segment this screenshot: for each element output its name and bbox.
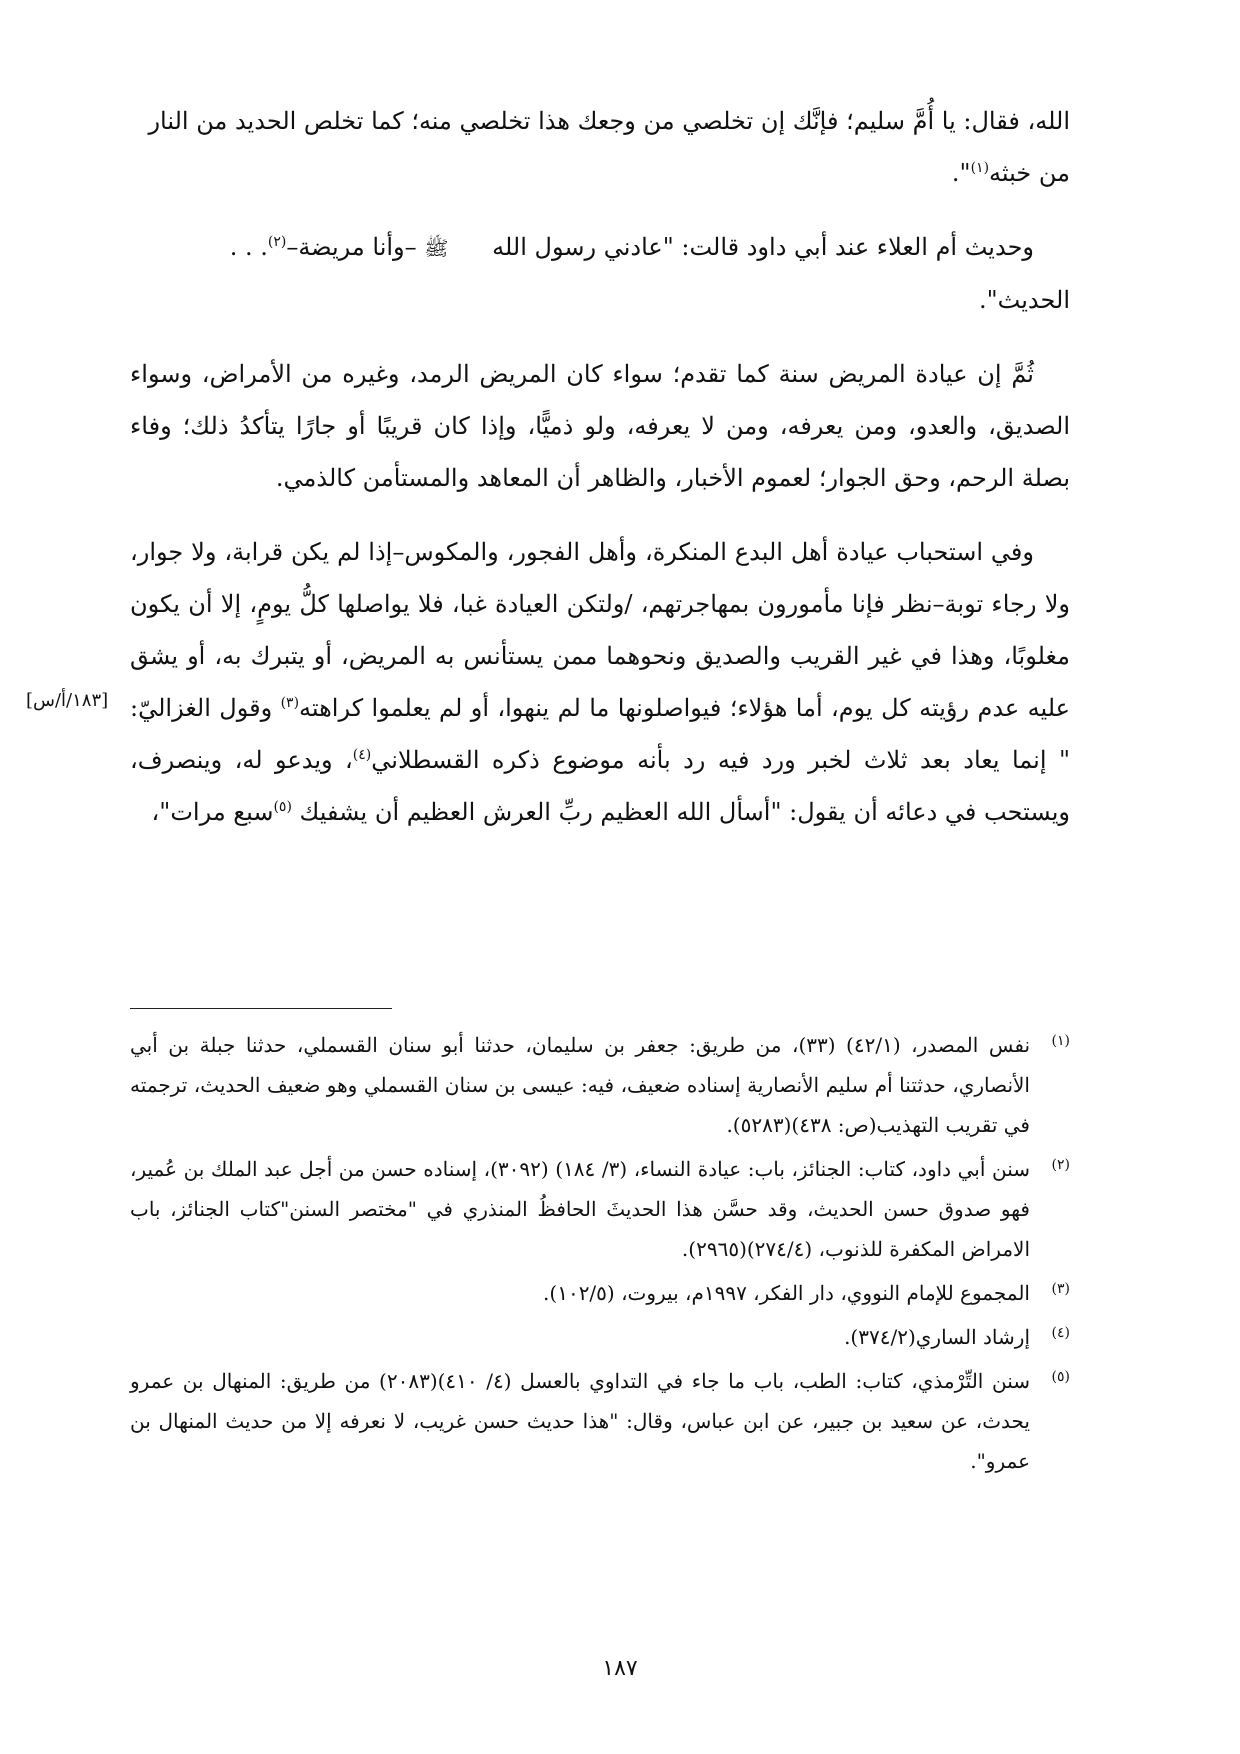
footnote-1: [130, 1025, 1070, 1145]
page-number: ١٨٧: [602, 1656, 638, 1681]
footnote-4: [130, 1317, 1070, 1357]
footnote-number: (٥): [1051, 1369, 1070, 1385]
footnote-3: [130, 1273, 1070, 1313]
footnote-number: (٣): [1051, 1281, 1070, 1297]
paragraph-2-text-c: . . .: [229, 233, 268, 261]
footnote-text: سنن أبي داود، كتاب: الجنائز، باب: عيادة النساء، (٣/ ١٨٤) (٣٠٩٢)، إسناده حسن من أجل عبد الملك بن عُمير، فهو صدوق حسن الحديث، وقد حسَّن هذا الحديثَ الحافظُ المنذري في "مختصر السنن"كتاب الجنائز، باب الامراض المكفرة للذنوب، (٢٧٤/٤)(٢٩٦٥).: [130, 1157, 1030, 1261]
footnote-5: [130, 1361, 1070, 1481]
footnotes: [130, 1025, 1070, 1485]
main-text: [130, 95, 1070, 860]
footnote-ref-5[interactable]: (٥): [273, 799, 292, 815]
footnote-ref-4[interactable]: (٤): [352, 747, 372, 763]
footnote-text: نفس المصدر، (٤٢/١) (٣٣)، من طريق: جعفر بن سليمان، حدثنا أبو سنان القسملي، حدثنا جبلة بن أبي الأنصاري، حدثتنا أم سليم الأنصارية إسناده ضعيف، فيه: عيسى بن سنان القسملي وهو ضعيف الحديث، ترجمته في تقريب التهذيب(ص: ٤٣٨)(٥٢٨٣).: [130, 1033, 1031, 1137]
paragraph-1: [130, 95, 1070, 199]
salla-allahu-alayhi-icon: ﷺ: [424, 236, 449, 260]
paragraph-4-text-a: وفي استحباب عيادة أهل البدع المنكرة، وأهل الفجور، والمكوس–إذا لم يكن قرابة، ولا جوار، ولا رجاء توبة–نظر فإنا مأمورون بمهاجرتهم، /ولتكن العيادة غبا، فلا يواصلها كلُّ يومٍ، إلا أن يكون مغلوبًا، وهذا في غير القريب والصديق ونحوهما ممن يستأنس به المريض، أو يتبرك به، أو يشق عليه عدم رؤيته كل يوم، أما هؤلاء؛ فيواصلونها ما لم ينهوا، أو لم يعلموا كراهته: [130, 538, 1070, 722]
footnote-ref-3[interactable]: (٣): [280, 695, 300, 711]
footnote-number: (٤): [1051, 1325, 1070, 1341]
paragraph-4-text-d: سبع مرات"،: [151, 798, 274, 826]
paragraph-2-line-2: الحديث".: [979, 286, 1070, 314]
footnote-text: سنن التِّرْمذي، كتاب: الطب، باب ما جاء في التداوي بالعسل (٤/ ٤١٠)(٢٠٨٣) من طريق: المنهال بن عمرو يحدث، عن سعيد بن جبير، عن ابن عباس، وقال: "هذا حديث حسن غريب، لا نعرفه إلا من حديث المنهال بن عمرو".: [130, 1369, 1030, 1473]
footnote-separator: [130, 1008, 392, 1009]
paragraph-1-line-2: من خبثه: [989, 159, 1070, 187]
paragraph-2-text-a: وحديث أم العلاء عند أبي داود قالت: "عادني رسول الله: [492, 233, 1034, 261]
paragraph-1-line-2-end: ".: [951, 159, 971, 187]
paragraph-2: [130, 221, 1070, 326]
footnote-text: إرشاد الساري(٣٧٤/٢).: [844, 1325, 1030, 1349]
paragraph-2-text-b: –وأنا مريضة–: [286, 233, 417, 261]
footnote-2: [130, 1149, 1070, 1269]
paragraph-3: ثُمَّ إن عيادة المريض سنة كما تقدم؛ سواء كان المريض الرمد، وغيره من الأمراض، وسواء الصديق، والعدو، ومن يعرفه، ومن لا يعرفه، ولو ذميًّا، وإذا كان قريبًا أو جارًا يتأكدُ ذلك؛ وفاء بصلة الرحم، وحق الجوار؛ لعموم الأخبار، والظاهر أن المعاهد والمستأمن كالذمي.: [130, 360, 1070, 492]
footnote-number: (٢): [1051, 1157, 1070, 1173]
manuscript-folio-ref: [١٨٣/أ/س]: [26, 690, 109, 711]
footnote-ref-2[interactable]: (٢): [267, 234, 287, 250]
footnote-number: (١): [1051, 1033, 1070, 1049]
footnote-ref-1[interactable]: (١): [970, 160, 990, 176]
paragraph-4: [130, 526, 1070, 838]
paragraph-4-text-c: ، ويدعو له، وينصرف، ويستحب في دعائه أن يقول: "أسأل الله العظيم ربِّ العرش العظيم أن يشفيك: [130, 746, 1070, 826]
paragraph-1-line-1: الله، فقال: يا أُمَّ سليم؛ فإنَّك إن تخلصي من وجعك هذا تخلصي منه؛ كما تخلص الحديد من النار: [148, 107, 1070, 135]
footnote-text: المجموع للإمام النووي، دار الفكر، ١٩٩٧م، بيروت، (١٠٢/٥).: [543, 1281, 1030, 1305]
paragraph-4-text-b: وقول الغزاليّ: " إنما يعاد بعد ثلاث لخبر ورد فيه رد بأنه موضوع ذكره القسطلاني: [130, 694, 1070, 774]
